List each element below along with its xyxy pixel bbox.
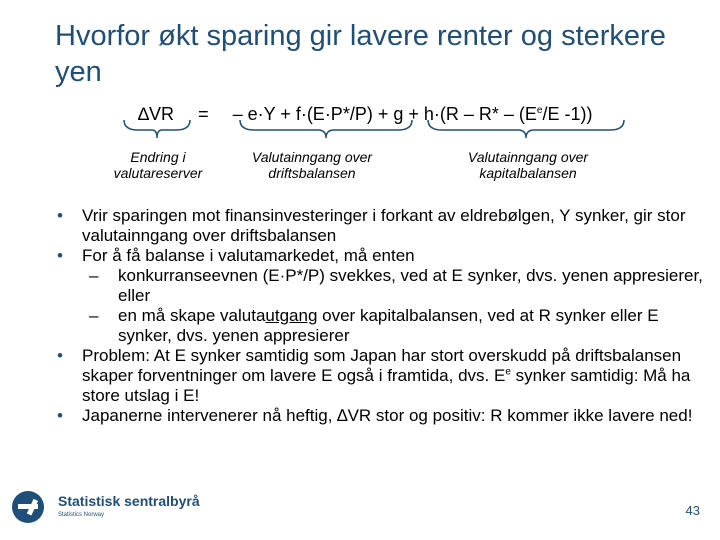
sub-bullet-marker: – (89, 306, 99, 325)
sub-bullet-text-part2: over kapitalbalansen, ved at R synker eller E synker, dvs. yenen appresierer (118, 306, 659, 345)
sub-bullet-text-underlined: utgang (265, 306, 318, 325)
brace-current-account (238, 118, 414, 142)
logo-name: Statistisk sentralbyrå (58, 493, 200, 509)
bullet-item (55, 346, 705, 406)
bullet-text: Vrir sparingen mot finansinvesteringer i forkant av eldrebølgen, Y synker, gir stor valutainngang over driftsbalansen (82, 206, 686, 245)
bullet-marker: • (57, 346, 63, 365)
slide-title: Hvorfor økt sparing gir lavere renter og sterkere yen (55, 20, 666, 88)
label-current-account: Valutainngang over driftsbalansen (251, 149, 373, 181)
bullet-text-part1: Problem: At E synker samtidig som Japan har stort overskudd på driftsbalansen skaper forventninger om lavere E også i framtida, dvs. E (82, 346, 682, 385)
bullet-marker: • (57, 246, 63, 265)
bullet-item (55, 246, 705, 266)
ssb-logo (8, 490, 248, 526)
sub-bullet-item (55, 266, 705, 306)
bullet-text: For å få balanse i valutamarkedet, må enten (82, 246, 415, 265)
brace-capital-account (426, 118, 626, 142)
equation-rhs-part1: – e·Y + f·(E·P*/P) + g + h·(R – R* – (E (232, 104, 537, 124)
bullet-text-superscript: e (505, 366, 511, 378)
sub-bullet-text: konkurranseevnen (E·P*/P) svekkes, ved at E synker, dvs. yenen appresierer, eller (118, 266, 703, 305)
page-number: 43 (685, 503, 700, 518)
bullet-item (55, 206, 705, 246)
bullet-text: Japanerne intervenerer nå heftig, ∆VR stor og positiv: R kommer ikke lavere ned! (82, 406, 693, 425)
sub-bullet-text-part1: en må skape valuta (118, 306, 266, 325)
label-capital-account: Valutainngang over kapitalbalansen (467, 149, 589, 181)
bullet-text-part2: synker samtidig: Må ha store utslag i E! (82, 366, 691, 405)
bullet-marker: • (57, 406, 63, 425)
sub-bullet-marker: – (89, 266, 99, 285)
equation-rhs-superscript: e (536, 105, 543, 116)
equation-lhs: ∆VR (138, 104, 175, 124)
logo-subtitle: Statistics Norway (58, 512, 105, 518)
equation-equals: = (198, 104, 209, 124)
bullet-item (55, 406, 705, 426)
bullet-list (55, 206, 705, 426)
brace-reserves (122, 118, 192, 142)
equation-rhs-part2: /E -1)) (542, 104, 593, 124)
sub-bullet-item (55, 306, 705, 346)
label-reserves: Endring i valutareserver (113, 149, 203, 181)
ssb-logo-icon (8, 490, 48, 524)
bullet-marker: • (57, 206, 63, 225)
